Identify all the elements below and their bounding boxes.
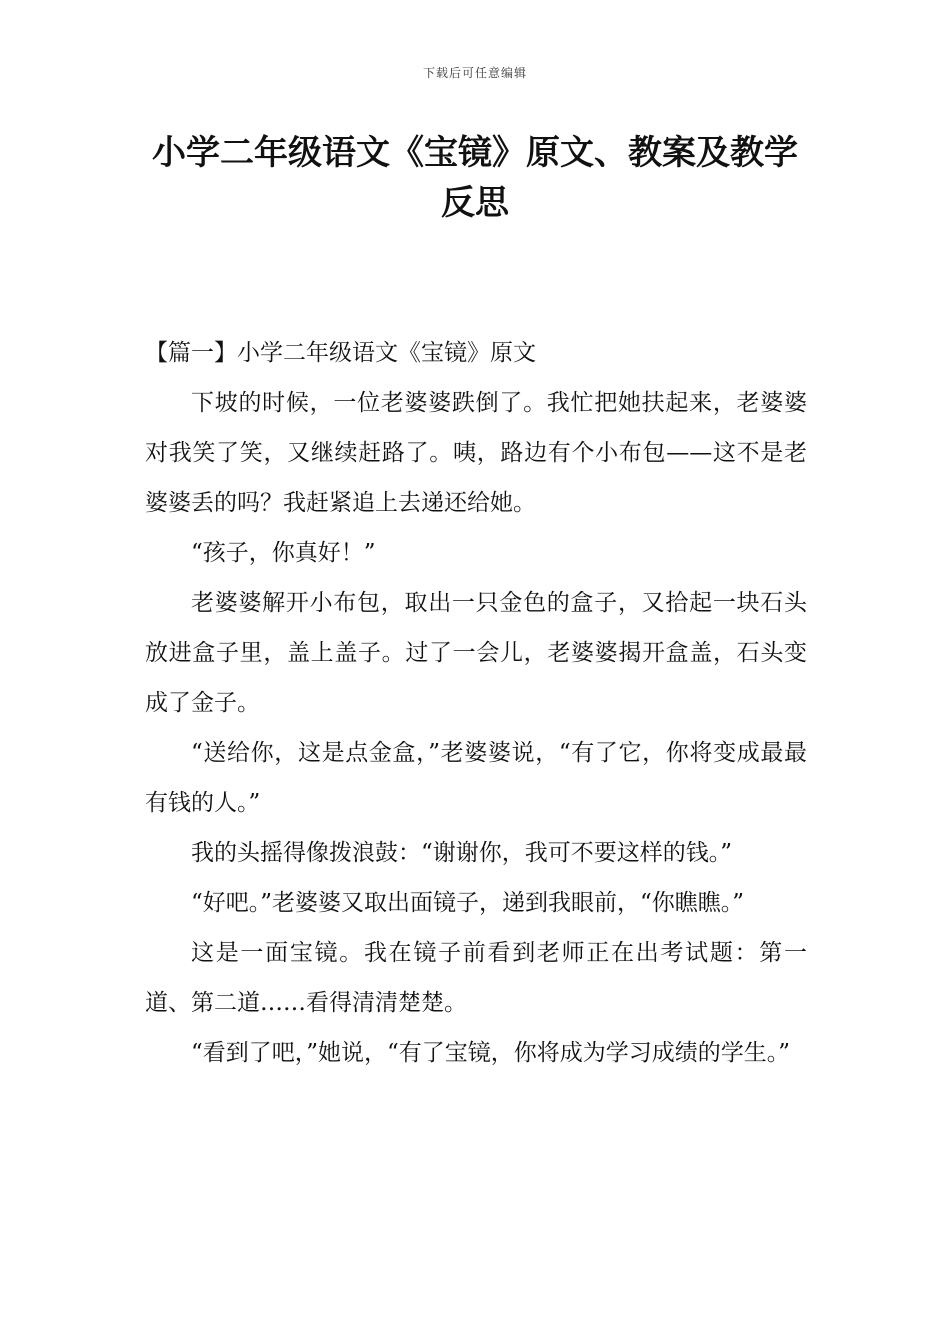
paragraph: “看到了吧，”她说，“有了宝镜，你将成为学习成绩的学生。” — [191, 1040, 791, 1066]
paragraph: “好吧。”老婆婆又取出面镜子，递到我眼前，“你瞧瞧。” — [191, 890, 745, 916]
paragraph: 我的头摇得像拨浪鼓：“谢谢你，我可不要这样的钱。” — [191, 840, 733, 866]
paragraph: “孩子，你真好！” — [191, 540, 376, 566]
paragraph: “送给你，这是点金盒，”老婆婆说，“有了它，你将变成最最有钱的人。” — [145, 740, 807, 816]
section-heading: 【篇一】小学二年级语文《宝镜》原文 — [145, 340, 536, 366]
paragraph: 这是一面宝镜。我在镜子前看到老师正在出考试题：第一道、第二道……看得清清楚楚。 — [145, 940, 807, 1016]
document-body — [145, 328, 807, 1078]
paragraph: 老婆婆解开小布包，取出一只金色的盒子，又拾起一块石头放进盒子里，盖上盖子。过了一会儿，老婆婆揭开盒盖，石头变成了金子。 — [145, 590, 807, 716]
header-note: 下载后可任意编辑 — [422, 66, 527, 80]
document-title: 小学二年级语文《宝镜》原文、教案及教学反思 — [152, 133, 798, 223]
paragraph: 下坡的时候，一位老婆婆跌倒了。我忙把她扶起来，老婆婆对我笑了笑，又继续赶路了。咦，路边有个小布包——这不是老婆婆丢的吗？我赶紧追上去递还给她。 — [145, 390, 807, 516]
